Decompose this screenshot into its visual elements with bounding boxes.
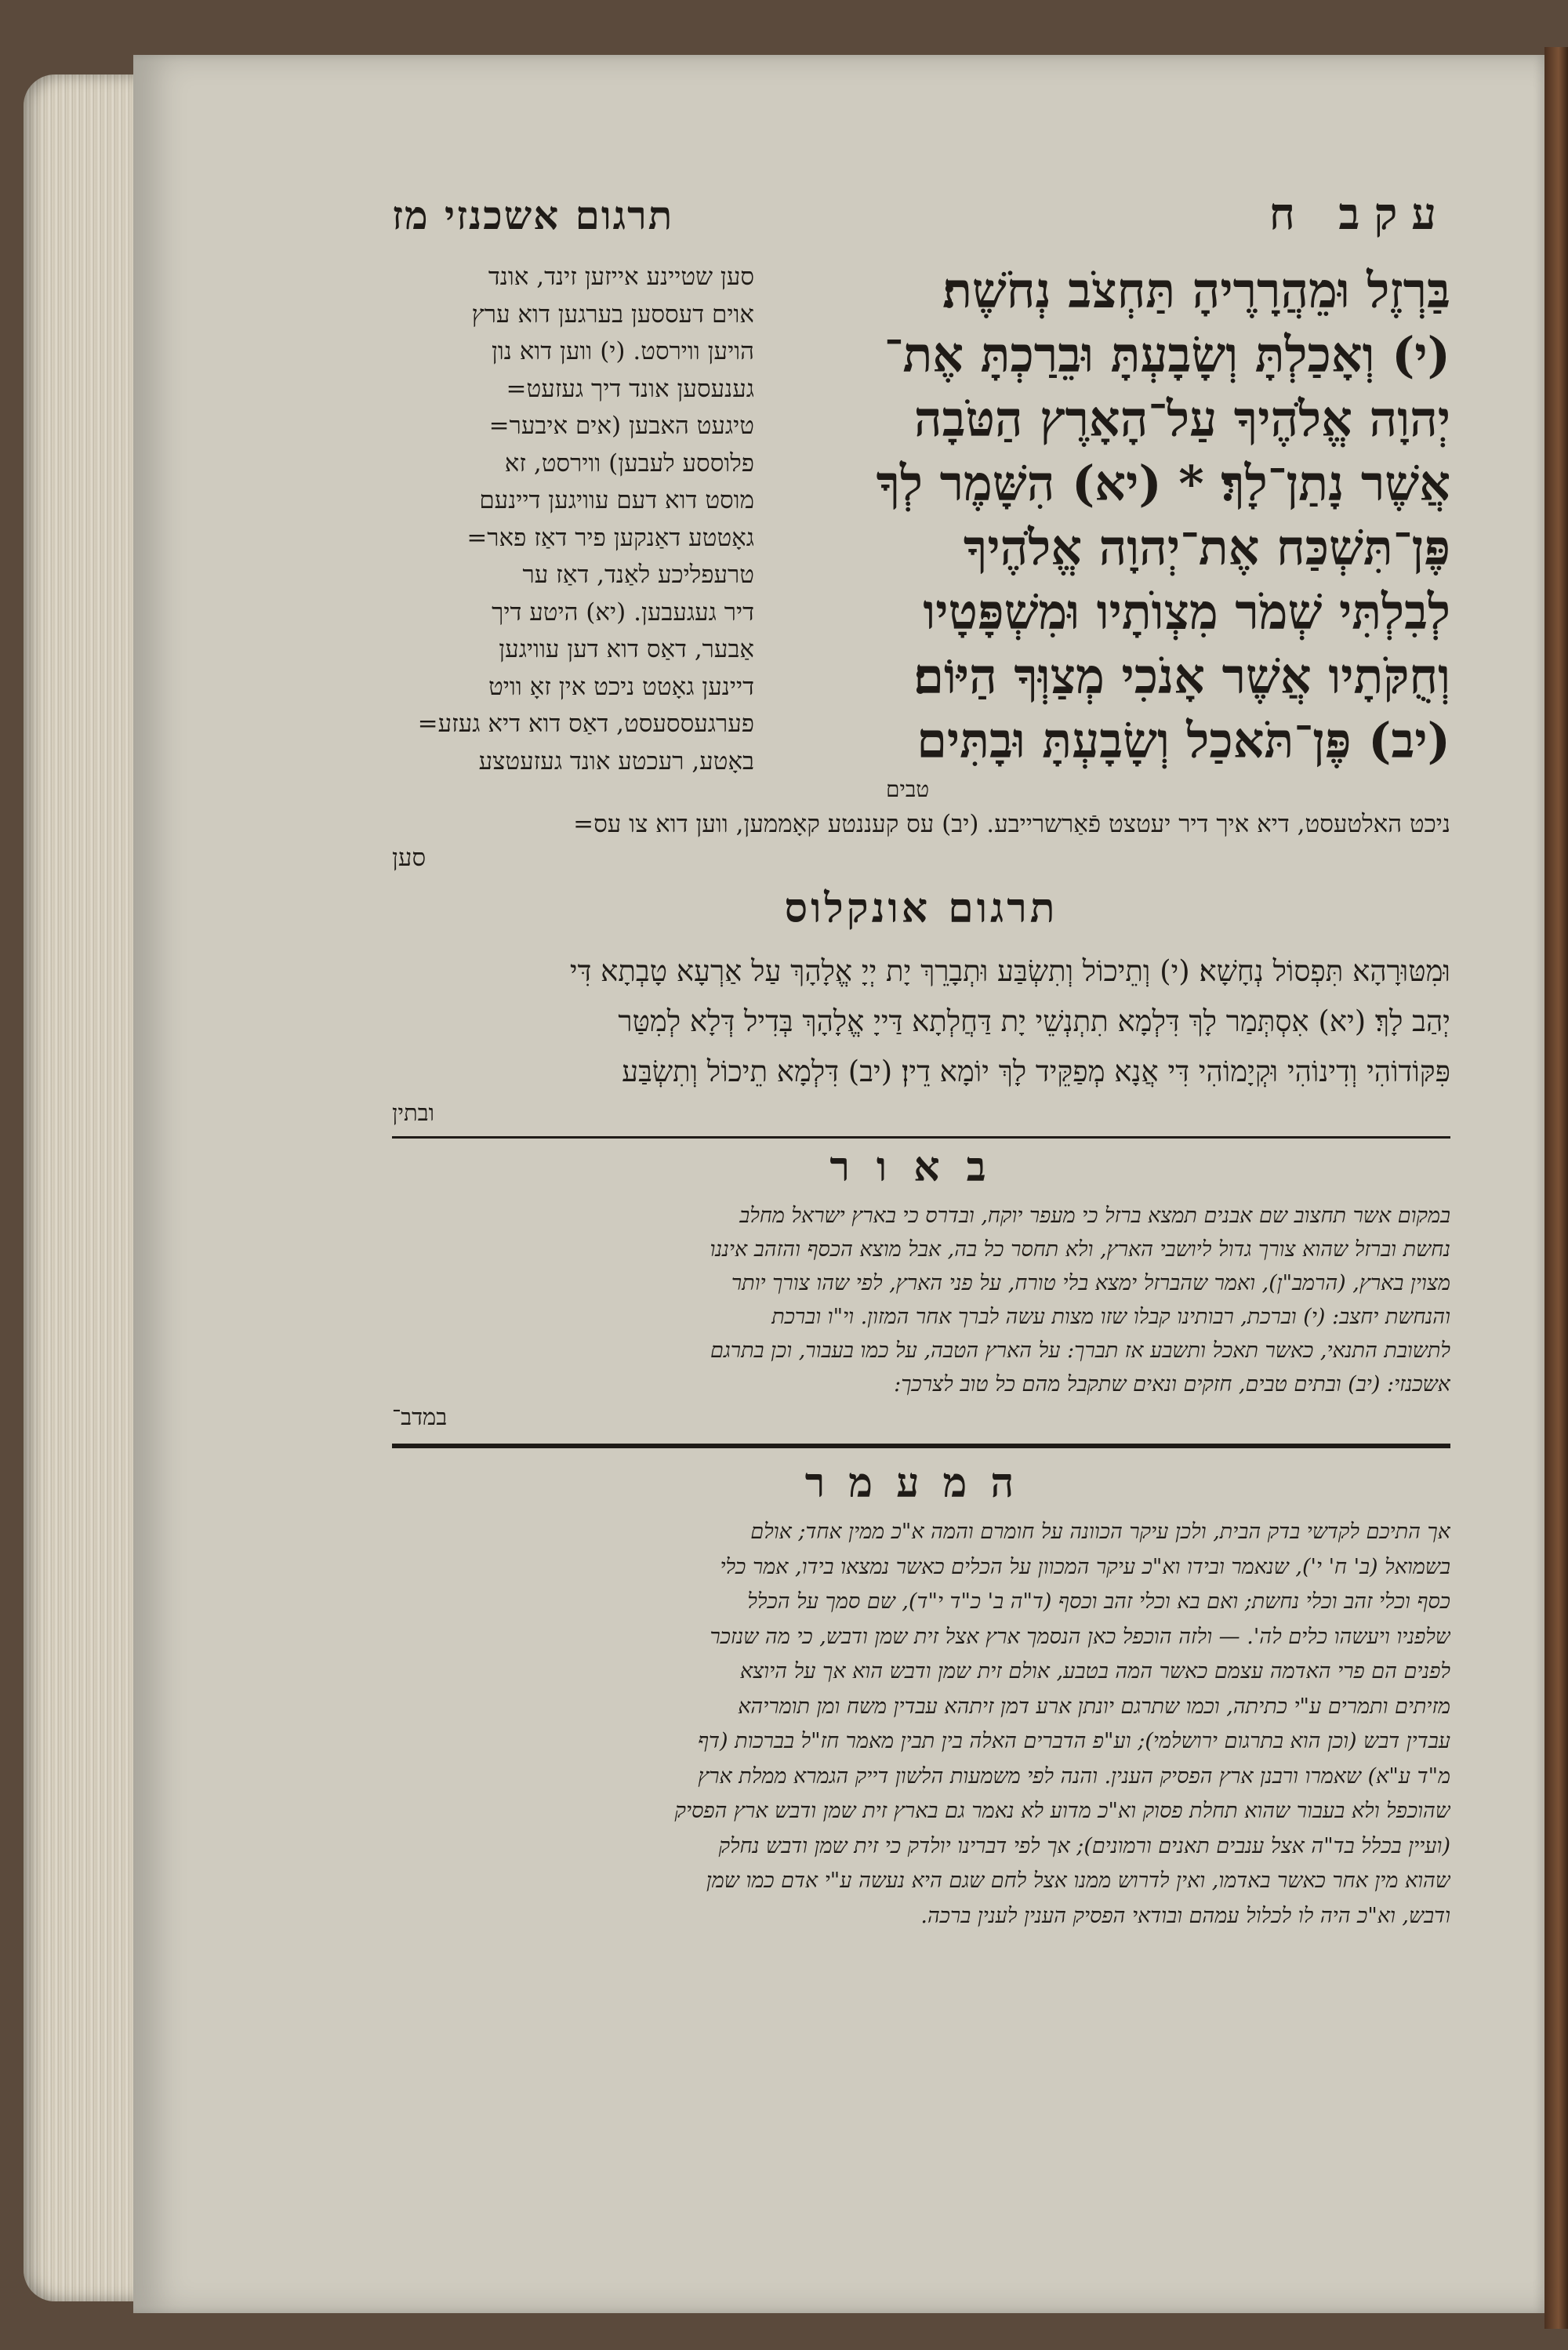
page-content bbox=[392, 188, 1450, 2227]
onkelos-line: יְהַב לָךְ׃ (יא) אִסְתְּמַר לָךְ דִּלְמָא תִתְנְשֵׁי יָת דַּחֲלְתָא דַּייָ אֱלָהָךְ בְּדִיל דְּלָא לְמִטַּר bbox=[618, 1004, 1450, 1038]
yiddish-translation-column bbox=[394, 259, 754, 803]
section-divider bbox=[392, 1444, 1450, 1448]
onkelos-line: פִּקּוֹדוֹהִי וְדִינוֹהִי וּקְיָמוֹהִי דִּי אֲנָא מְפַקֵּיד לָךְ יוֹמָא דֵין׃ (יב) דִּלְמָא תֵיכוֹל וְתִשְׂבַּע bbox=[622, 1055, 1450, 1088]
hameamer-line: עבדין דבש (וכן הוא בתרגום ירושלמי); וע"פ הדברים האלה בין תבין מאמר חז"ל בברכות (דף bbox=[698, 1729, 1450, 1753]
biur-line: לתשובת התנאי, כאשר תאכל ותשבע אז תברך: על הארץ הטבה, על כמו בעבור, וכן בתרגם bbox=[710, 1338, 1450, 1363]
hameamer-line: שלפניו ויעשהו כלים לה'. — ולזה הוכפל כאן הנסמך ארץ אצל זית שמן ודבש, כי מה שנזכר bbox=[710, 1624, 1450, 1649]
yiddish-line: דיינען גאָטט ניכט אין זאָ וויט bbox=[488, 672, 754, 701]
yiddish-line: אוים דעססען בערגען דוא ערץ bbox=[471, 300, 754, 329]
hameamer-line: בשמואל (ב' ח' י'), שנאמר ובידו וא"כ עיקר המכוון על הכלים כאשר נמצאו בידו, אמר כלי bbox=[720, 1554, 1450, 1579]
hameamer-line: שהוא מין אחר כאשר באדמו, ואין לדרוש ממנו אצל לחם שגם היא נעשה ע"י אדם כמו שמן bbox=[706, 1869, 1450, 1893]
top-columns bbox=[392, 259, 1450, 803]
yiddish-full-width-line: ניכט האלטעסט, דיא איך דיר יעטצט פֿאַרשרייבע. (יב) עס קעננטע קאָממען, ווען דוא צו עס= bbox=[573, 810, 1450, 838]
page-header bbox=[392, 188, 1450, 251]
biur-line: והנחשת יחצב: (י) וברכת, רבותינו קבלו שזו מצות עשה לברך אחר המזון. וי"ו וברכת bbox=[771, 1305, 1450, 1329]
bible-line: אֲשֶׁר נָתַן־לָךְ׃ * (יא) הִשָּׁמֶר לְךָ bbox=[876, 455, 1450, 512]
biur-line: במקום אשר תחצוב שם אבנים תמצא ברזל כי מעפר יוקח, ובדרס כי בארץ ישראל מחלב bbox=[739, 1204, 1450, 1228]
bible-line: (י) וְאָכַלְתָּ וְשָׂבָעְתָּ וּבֵרַכְתָּ אֶת־ bbox=[884, 326, 1450, 383]
yiddish-line: באָטע, רעכטע אונד געזעטצע bbox=[478, 746, 754, 775]
book-cover-edge bbox=[1544, 47, 1568, 2329]
hameamer-line: לפנים הם פרי האדמה עצמם כאשר המה בטבע, אולם זית שמן ודבש הוא אך על היוצא bbox=[739, 1659, 1450, 1684]
yiddish-line: סען שטיינע אייזען זינד, אונד bbox=[488, 263, 754, 291]
onkelos-line: וּמִטּוּרָהָא תִּפְסוֹל נְחָשָׁא׃ (י) וְתֵיכוֹל וְתִשְׂבַּע וּתְבָרֵךְ יָת יְיָ אֱלָהָךְ עַל אַרְעָא טָבְתָא דִּי bbox=[569, 954, 1450, 988]
yiddish-line: טרעפליכע לאַנד, דאַז ער bbox=[522, 561, 754, 589]
yiddish-line: פערגעססעסט, דאַס דוא דיא געזע= bbox=[417, 710, 754, 738]
hameamer-line: מ"ד ע"א) שאמרו ורבנן ארץ הפסיק הענין. והנה לפי משמעות הלשון דייק הגמרא ממלת ארץ bbox=[698, 1763, 1450, 1789]
yiddish-line: אַבער, דאַס דוא דען עוויגען bbox=[499, 635, 754, 663]
hameamer-line: (ועיין בכלל בד"ה אצל ענבים תאנים ורמונים); אך לפי דברינו יולדק כי זית שמן ודבש נחלק bbox=[718, 1833, 1450, 1858]
biur-line: מצוין בארץ, (הרמב"ן), ואמר שהברזל ימצא בלי טורח, על פני הארץ, לפי שהו צורך יותר bbox=[731, 1271, 1450, 1295]
bible-line: וְחֻקֹּתָיו אֲשֶׁר אָנֹכִי מְצַוְּךָ הַיּוֹם׃ bbox=[913, 648, 1450, 705]
yiddish-line: מוסט דוא דעם עוויגען דיינעם bbox=[479, 486, 754, 514]
book-page bbox=[133, 55, 1544, 2313]
bible-line: (יב) פֶּן־תֹּאכַל וְשָׂבָעְתָּ וּבָתִּים bbox=[916, 712, 1450, 769]
onkelos-heading: תרגום אונקלוס bbox=[784, 884, 1058, 932]
bible-line: בַּרְזֶל וּמֵהֲרָרֶיהָ תַּחְצֹב נְחֹשֶׁת׃ bbox=[942, 262, 1450, 319]
biur-line: נחשת וברזל שהוא צורך גדול ליושבי הארץ, ולא תחסר כל בה, אבל מוצא הכסף והזהב איננו bbox=[710, 1237, 1450, 1262]
yiddish-line: טיגעט האבען (אים איבער= bbox=[488, 412, 754, 440]
parasha-heading: עקב ח bbox=[1269, 188, 1450, 240]
yiddish-catchword: סען bbox=[392, 844, 426, 872]
hameamer-line: ודבש, וא"כ היה לו לכלול עמהם ובודאי הפסיק הענין לענין ברכה. bbox=[920, 1903, 1450, 1928]
hameamer-line: שהוכפל ולא בעבור שהוא תחלת פסוק וא"כ מדוע לא נאמר גם בארץ זית שמן ודבש ארץ הפסיק bbox=[674, 1799, 1450, 1823]
biur-heading: באור bbox=[829, 1143, 1013, 1191]
yiddish-line: גאָטטע דאַנקען פיר דאַז פאר= bbox=[466, 523, 754, 552]
biur-line: אשכנזי: (יב) ובתים טבים, חזקים ונאים שתקבל מהם כל טוב לצרכך: bbox=[894, 1372, 1450, 1397]
yiddish-line: פלוססע לעבען) ווירסט, זא bbox=[504, 449, 754, 478]
hameamer-line: אך התיכם לקדשי בדק הבית, ולכן עיקר הכוונה על חומרם והמה א"כ ממין אחד; אולם bbox=[750, 1520, 1450, 1544]
yiddish-line: גענעסען אונד דיך געזעט= bbox=[506, 374, 754, 403]
onkelos-catchword: ובתין bbox=[392, 1099, 435, 1126]
bible-line: יְהוָה אֱלֹהֶיךָ עַל־הָאָרֶץ הַטֹּבָה bbox=[913, 390, 1450, 448]
bible-line: פֶּן־תִּשְׁכַּח אֶת־יְהוָה אֱלֹהֶיךָ bbox=[963, 519, 1450, 576]
biur-catchword: במדב־ bbox=[392, 1404, 448, 1430]
section-divider bbox=[392, 1136, 1450, 1139]
page-title: תרגום אשכנזי מז bbox=[392, 192, 674, 238]
yiddish-line: הויען ווירסט. (י) ווען דוא נון bbox=[491, 337, 754, 365]
bible-line: לְבִלְתִּי שְׁמֹר מִצְוֺתָיו וּמִשְׁפָּטָיו bbox=[923, 583, 1450, 641]
yiddish-line: דיר געגעבען. (יא) היטע דיך bbox=[492, 597, 754, 627]
hameamer-line: כסף וכלי זהב וכלי נחשת; ואם בא וכלי זהב וכסף (ד"ה ב' כ"ד י"ד), שם סמך על הכלל bbox=[747, 1589, 1450, 1614]
bible-catchword: טבים bbox=[886, 776, 930, 802]
hameamer-heading: המעמר bbox=[804, 1459, 1038, 1507]
hameamer-line: מזיתים ותמרים ע"י כתיתה, וכמו שתרגם יונתן ארע דמן זיתהא עבדין משח ומן תומריהא bbox=[738, 1694, 1450, 1719]
bible-text-column bbox=[776, 259, 1450, 803]
